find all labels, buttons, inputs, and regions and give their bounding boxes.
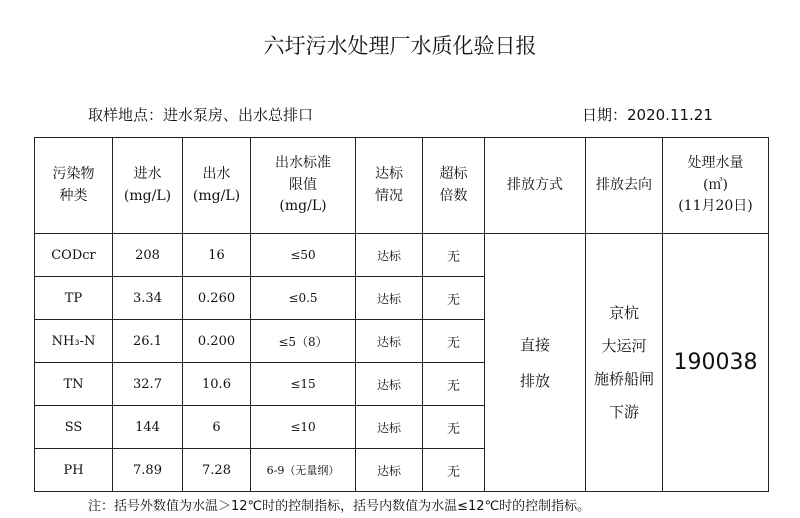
footnote: 注：括号外数值为水温＞12℃时的控制指标，括号内数值为水温≤12℃时的控制指标。: [88, 499, 591, 514]
cell-limit: ≤5（8）: [251, 320, 356, 363]
cell-status: 达标: [356, 449, 423, 492]
treated-volume: 190038: [663, 234, 769, 492]
cell-item: NH₃-N: [35, 320, 113, 363]
cell-outflow: 0.200: [183, 320, 251, 363]
cell-status: 达标: [356, 234, 423, 277]
report-date: 日期：2020.11.21: [582, 106, 713, 124]
header-volume: 处理水量 (㎥) (11月20日): [663, 138, 769, 234]
cell-exceed: 无: [423, 406, 485, 449]
cell-inflow: 26.1: [113, 320, 183, 363]
header-row: [35, 138, 769, 234]
cell-inflow: 144: [113, 406, 183, 449]
cell-outflow: 10.6: [183, 363, 251, 406]
table-row: [35, 234, 769, 277]
discharge-method: 直接 排放: [485, 234, 586, 492]
cell-outflow: 6: [183, 406, 251, 449]
header-exceed: 超标 倍数: [423, 138, 485, 234]
header-inflow: 进水 (mg/L): [113, 138, 183, 234]
cell-outflow: 0.260: [183, 277, 251, 320]
cell-inflow: 32.7: [113, 363, 183, 406]
cell-status: 达标: [356, 277, 423, 320]
cell-inflow: 7.89: [113, 449, 183, 492]
cell-status: 达标: [356, 363, 423, 406]
header-pollutant: 污染物 种类: [35, 138, 113, 234]
report-title: 六圩污水处理厂水质化验日报: [263, 34, 537, 58]
header-limit: 出水标准 限值 (mg/L): [251, 138, 356, 234]
cell-inflow: 208: [113, 234, 183, 277]
cell-exceed: 无: [423, 449, 485, 492]
cell-status: 达标: [356, 406, 423, 449]
cell-limit: ≤0.5: [251, 277, 356, 320]
header-outflow: 出水 (mg/L): [183, 138, 251, 234]
cell-item: SS: [35, 406, 113, 449]
header-method: 排放方式: [485, 138, 586, 234]
water-quality-table: [34, 137, 769, 492]
discharge-destination: 京杭 大运河 施桥船闸 下游: [586, 234, 663, 492]
cell-exceed: 无: [423, 320, 485, 363]
cell-limit: ≤10: [251, 406, 356, 449]
cell-inflow: 3.34: [113, 277, 183, 320]
cell-exceed: 无: [423, 363, 485, 406]
cell-exceed: 无: [423, 234, 485, 277]
cell-outflow: 16: [183, 234, 251, 277]
cell-limit: 6-9（无量纲）: [251, 449, 356, 492]
header-compliance: 达标 情况: [356, 138, 423, 234]
cell-limit: ≤15: [251, 363, 356, 406]
cell-item: TN: [35, 363, 113, 406]
header-destination: 排放去向: [586, 138, 663, 234]
cell-item: PH: [35, 449, 113, 492]
sampling-location: 取样地点：进水泵房、出水总排口: [88, 106, 314, 124]
cell-exceed: 无: [423, 277, 485, 320]
cell-status: 达标: [356, 320, 423, 363]
cell-limit: ≤50: [251, 234, 356, 277]
cell-item: CODcr: [35, 234, 113, 277]
cell-outflow: 7.28: [183, 449, 251, 492]
cell-item: TP: [35, 277, 113, 320]
